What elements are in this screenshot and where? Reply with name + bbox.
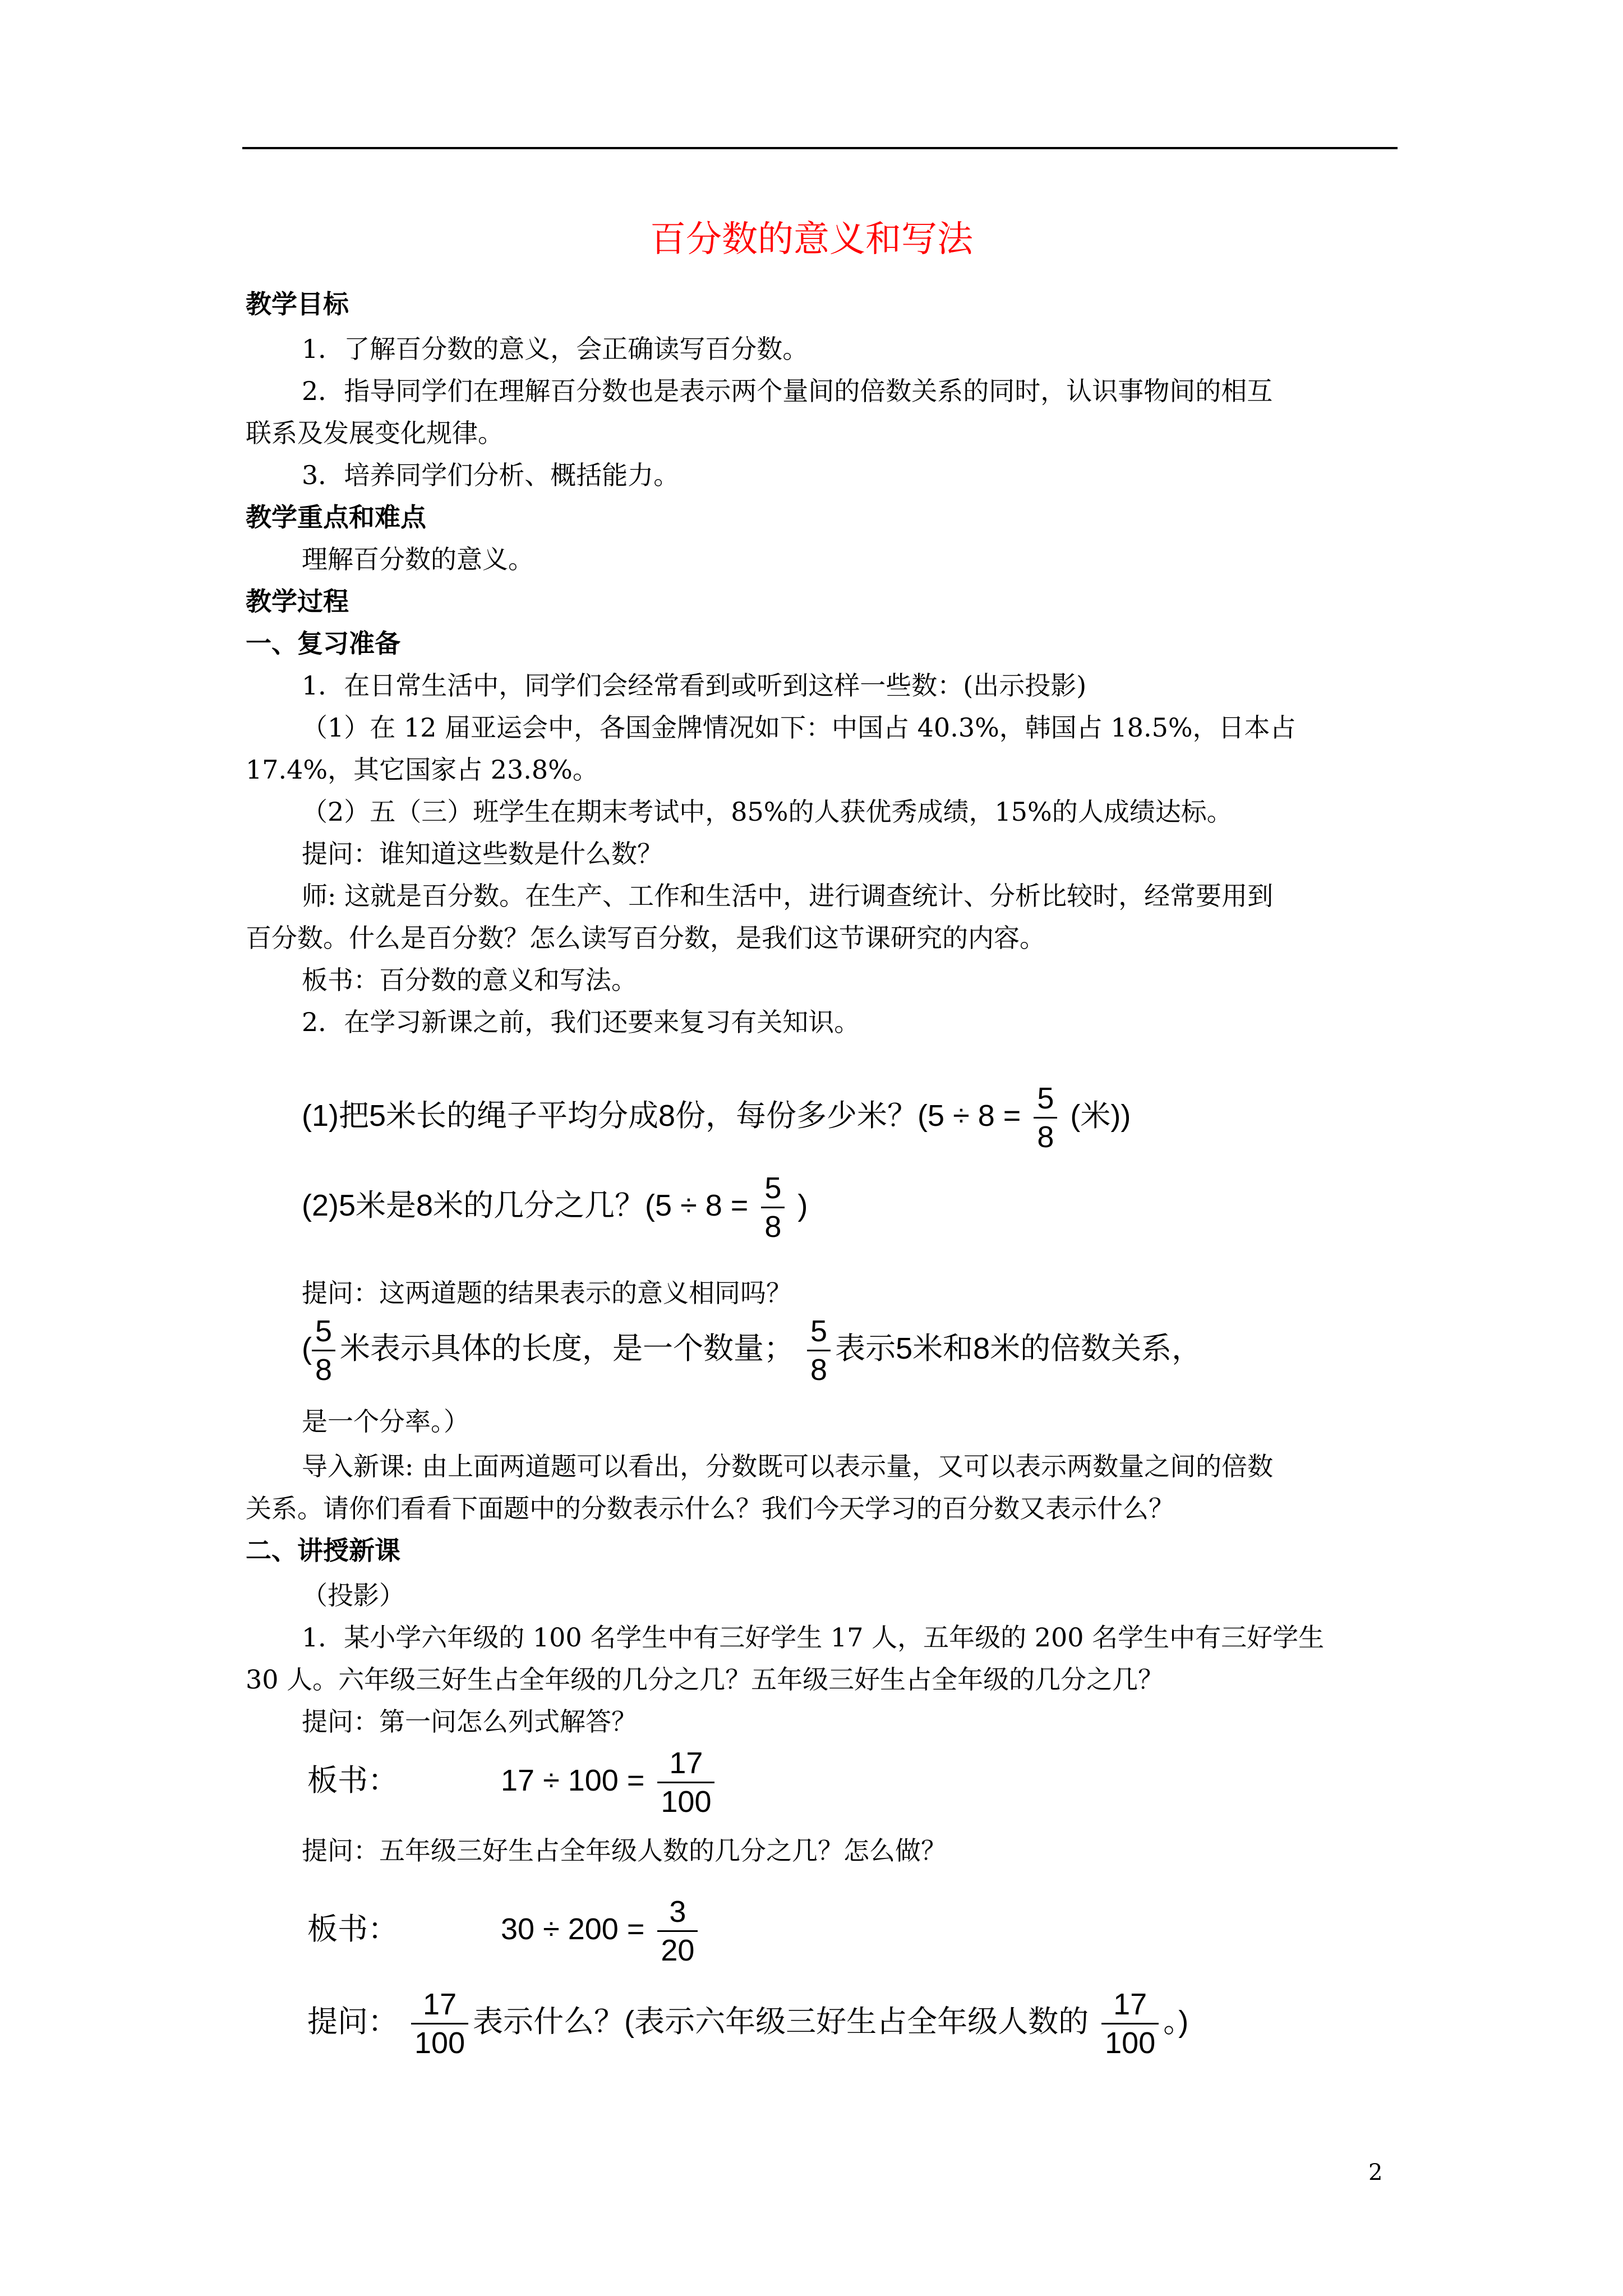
math-text: (1)把5米长的绳子平均分成8份，每份多少米？(5 ÷ 8 = (302, 1098, 1021, 1133)
denominator: 8 (764, 1210, 782, 1244)
paragraph: 提问：这两道题的结果表示的意义相同吗？ (302, 1278, 792, 1308)
fraction (312, 1313, 335, 1388)
header-rule (242, 147, 1398, 149)
fraction (657, 1893, 698, 1969)
paragraph: 提问：五年级三好生占全年级人数的几分之几？怎么做？ (302, 1835, 947, 1866)
math-label: 提问： (307, 2004, 398, 2039)
paragraph: 2．指导同学们在理解百分数也是表示两个量间的倍数关系的同时，认识事物间的相互 (302, 376, 1273, 406)
math-text: 。) (1163, 2004, 1189, 2039)
math-line-3 (302, 1313, 1202, 1388)
numerator: 17 (1101, 1986, 1159, 2024)
paragraph: （1）在 12 届亚运会中，各国金牌情况如下：中国占 40.3%，韩国占 18.5%，日本占 (302, 712, 1296, 743)
denominator: 20 (661, 1934, 695, 1967)
math-line-2 (302, 1170, 808, 1245)
math-text: (2)5米是8米的几分之几？(5 ÷ 8 = (302, 1188, 749, 1222)
numerator: 5 (312, 1313, 335, 1351)
section-heading-new-lesson: 二、讲授新课 (246, 1535, 400, 1566)
page-number: 2 (1368, 2160, 1383, 2185)
math-label: 板书： (307, 1912, 398, 1946)
paragraph: 2．在学习新课之前，我们还要来复习有关知识。 (302, 1007, 860, 1037)
math-text: 表示5米和8米的倍数关系， (835, 1331, 1202, 1365)
paragraph: 1．在日常生活中，同学们会经常看到或听到这样一些数：(出示投影) (302, 670, 1087, 701)
paragraph: 关系。请你们看看下面题中的分数表示什么？我们今天学习的百分数又表示什么？ (246, 1493, 1174, 1524)
fraction (411, 1986, 468, 2062)
section-heading-process: 教学过程 (246, 586, 349, 616)
math-line-4 (307, 1745, 719, 1820)
section-heading-key: 教学重点和难点 (246, 502, 426, 532)
paragraph: 联系及发展变化规律。 (246, 418, 504, 448)
math-text: 30 ÷ 200 = (501, 1912, 645, 1946)
math-line-5 (307, 1893, 702, 1969)
numerator: 5 (761, 1170, 785, 1208)
paragraph: 百分数。什么是百分数？怎么读写百分数，是我们这节课研究的内容。 (246, 923, 1045, 953)
math-line-6 (307, 1986, 1188, 2062)
paragraph: 17.4%，其它国家占 23.8%。 (246, 754, 598, 785)
fraction (1101, 1986, 1159, 2062)
numerator: 17 (657, 1745, 714, 1783)
fraction (657, 1745, 714, 1820)
section-heading-review: 一、复习准备 (246, 628, 400, 659)
denominator: 8 (810, 1353, 828, 1387)
math-text: 米表示具体的长度，是一个数量； (340, 1331, 795, 1365)
numerator: 5 (1034, 1080, 1057, 1119)
numerator: 5 (807, 1313, 831, 1351)
fraction (761, 1170, 785, 1245)
document-title: 百分数的意义和写法 (650, 219, 973, 260)
paragraph: 3．培养同学们分析、概括能力。 (302, 460, 680, 490)
paragraph: （投影） (302, 1580, 405, 1611)
numerator: 3 (657, 1893, 698, 1932)
fraction (1034, 1080, 1057, 1156)
paragraph: 1．了解百分数的意义，会正确读写百分数。 (302, 334, 809, 364)
numerator: 17 (411, 1986, 468, 2024)
denominator: 100 (414, 2026, 465, 2060)
paragraph: （2）五（三）班学生在期末考试中，85%的人获优秀成绩，15%的人成绩达标。 (302, 797, 1233, 827)
paragraph: 是一个分率。） (302, 1406, 469, 1437)
paragraph: 提问：谁知道这些数是什么数？ (302, 839, 663, 869)
section-heading-goals: 教学目标 (246, 289, 349, 319)
math-text: 表示什么？(表示六年级三好生占全年级人数的 (473, 2004, 1089, 2039)
math-text: 17 ÷ 100 = (501, 1763, 645, 1797)
paragraph: 提问：第一问怎么列式解答？ (302, 1706, 637, 1737)
paragraph: 板书：百分数的意义和写法。 (302, 965, 637, 995)
paragraph: 师: 这就是百分数。在生产、工作和生活中，进行调查统计、分析比较时，经常要用到 (302, 881, 1274, 911)
denominator: 8 (1037, 1120, 1054, 1154)
math-text: ( (302, 1331, 312, 1365)
denominator: 100 (661, 1785, 712, 1819)
denominator: 8 (315, 1353, 333, 1387)
paragraph: 30 人。六年级三好生占全年级的几分之几？五年级三好生占全年级的几分之几？ (246, 1664, 1164, 1695)
paragraph: 理解百分数的意义。 (302, 544, 534, 574)
paragraph: 导入新课: 由上面两道题可以看出，分数既可以表示量，又可以表示两数量之间的倍数 (302, 1451, 1274, 1481)
denominator: 100 (1105, 2026, 1156, 2060)
math-text: (米)) (1070, 1098, 1131, 1133)
fraction (807, 1313, 831, 1388)
math-line-1 (302, 1080, 1131, 1156)
math-label: 板书： (307, 1763, 398, 1797)
paragraph: 1．某小学六年级的 100 名学生中有三好学生 17 人，五年级的 200 名学生中有三好学生 (302, 1622, 1325, 1653)
math-text: ) (797, 1188, 808, 1222)
